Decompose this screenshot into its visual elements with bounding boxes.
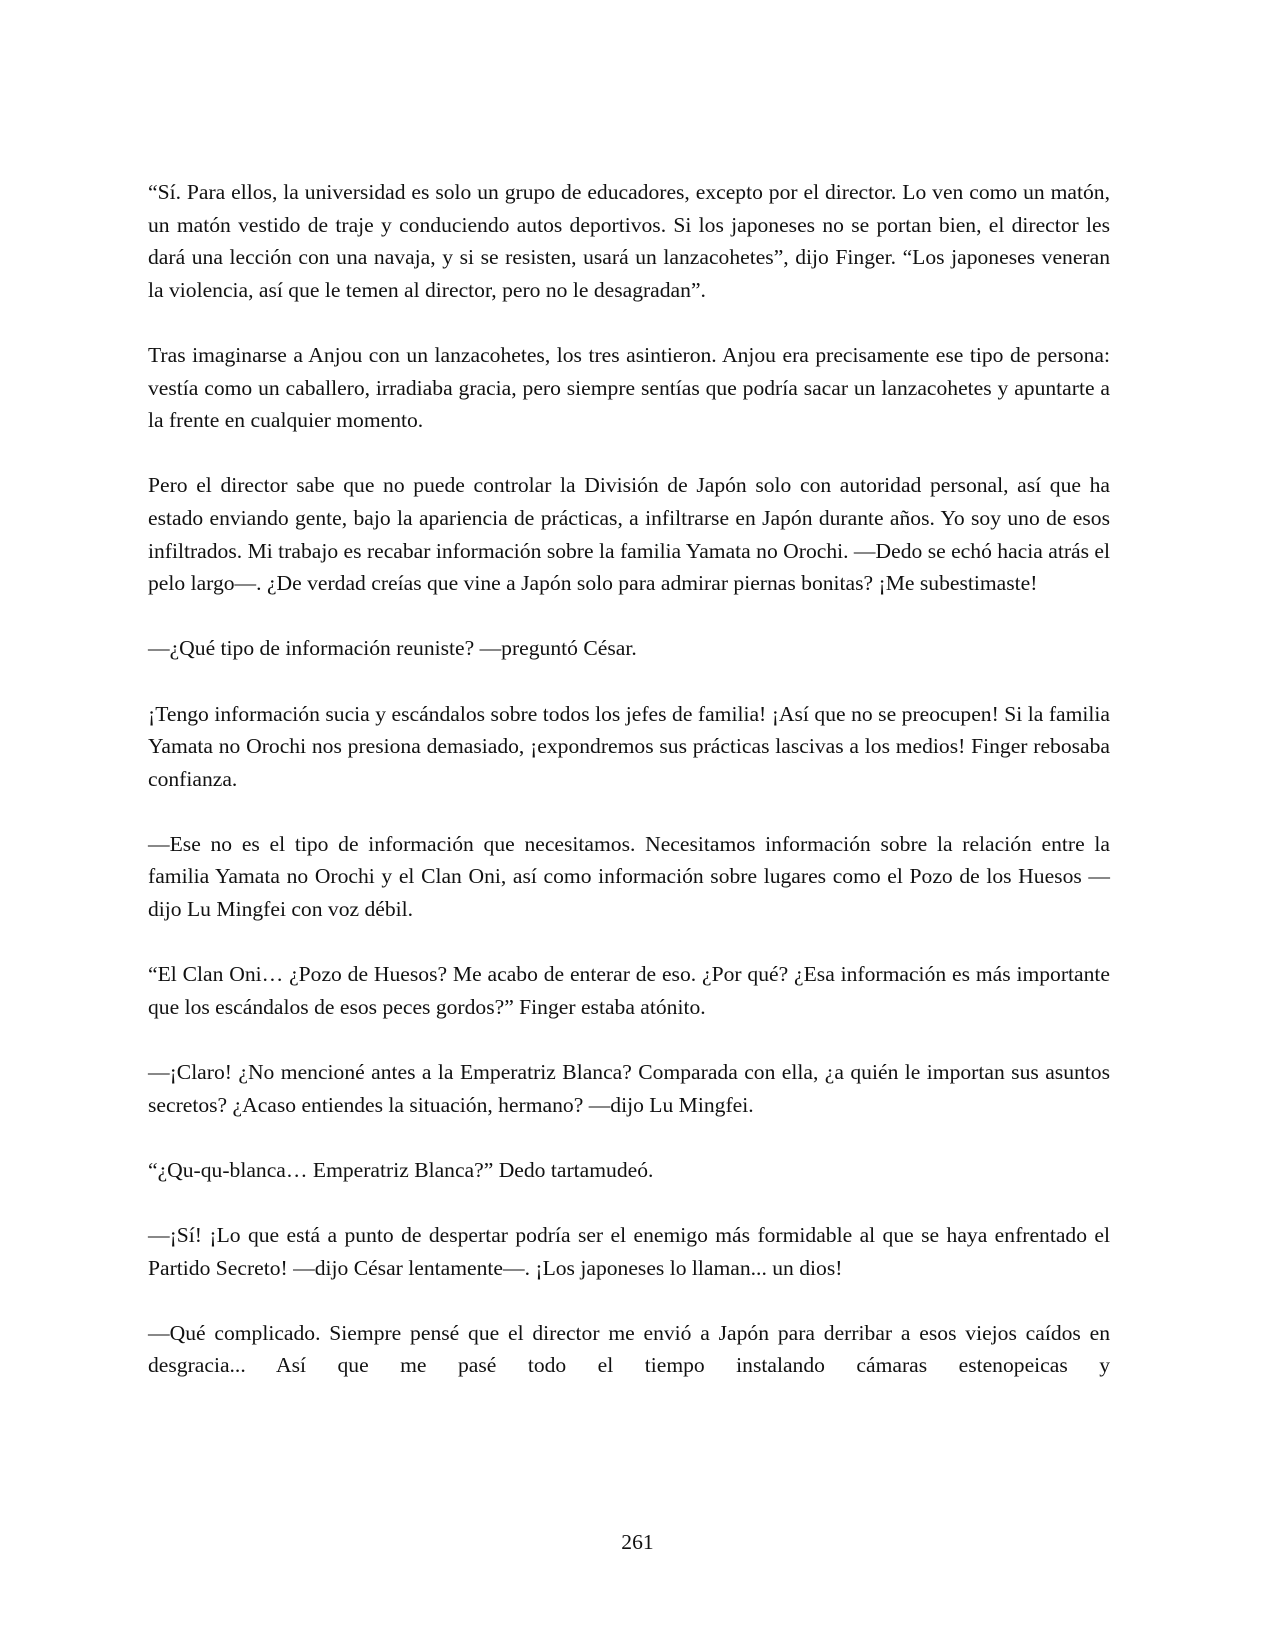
paragraph: —¿Qué tipo de información reuniste? —preguntó César. bbox=[148, 636, 637, 661]
paragraph: —Qué complicado. Siempre pensé que el director me envió a Japón para derribar a esos viejos caídos en desgracia... Así que me pasé todo el tiempo instalando cámaras estenopeicas y bbox=[148, 1320, 1110, 1378]
paragraph: —Ese no es el tipo de información que necesitamos. Necesitamos información sobre la relación entre la familia Yamata no Orochi y el Clan Oni, así como información sobre lugares como el Pozo de los Huesos —dijo Lu Mingfei con voz débil. bbox=[148, 831, 1110, 922]
paragraph: Tras imaginarse a Anjou con un lanzacohetes, los tres asintieron. Anjou era precisamente ese tipo de persona: vestía como un caballero, irradiaba gracia, pero siempre sentías que podría sacar un lanzacohetes y apuntarte a la frente en cualquier momento. bbox=[148, 342, 1110, 433]
paragraph: ¡Tengo información sucia y escándalos sobre todos los jefes de familia! ¡Así que no se preocupen! Si la familia Yamata no Orochi nos presiona demasiado, ¡expondremos sus prácticas lascivas a los medios! Finger rebosaba confianza. bbox=[148, 701, 1110, 791]
paragraph: “Sí. Para ellos, la universidad es solo un grupo de educadores, excepto por el director. Lo ven como un matón, un matón vestido de traje y conduciendo autos deportivos. Si los japoneses no se portan bien, el director les dará una lección con una navaja, y si se resisten, usará un lanzacohetes”, dijo Finger. “Los japoneses veneran la violencia, así que le temen al director, pero no le desagradan”. bbox=[148, 180, 1110, 302]
paragraph: —¡Sí! ¡Lo que está a punto de despertar podría ser el enemigo más formidable al que se haya enfrentado el Partido Secreto! —dijo César lentamente—. ¡Los japoneses lo llaman... un dios! bbox=[148, 1223, 1110, 1280]
paragraph: “¿Qu-qu-blanca… Emperatriz Blanca?” Dedo tartamudeó. bbox=[148, 1157, 654, 1182]
paragraph: —¡Claro! ¿No mencioné antes a la Emperatriz Blanca? Comparada con ella, ¿a quién le importan sus asuntos secretos? ¿Acaso entiendes la situación, hermano? —dijo Lu Mingfei. bbox=[148, 1060, 1110, 1117]
paragraph: “El Clan Oni… ¿Pozo de Huesos? Me acabo de enterar de eso. ¿Por qué? ¿Esa información es más importante que los escándalos de esos peces gordos?” Finger estaba atónito. bbox=[148, 962, 1110, 1019]
paragraph: Pero el director sabe que no puede controlar la División de Japón solo con autoridad personal, así que ha estado enviando gente, bajo la apariencia de prácticas, a infiltrarse en Japón durante años. Yo soy uno de esos infiltrados. Mi trabajo es recabar información sobre la familia Yamata no Orochi. —Dedo se echó hacia atrás el pelo largo—. ¿De verdad creías que vine a Japón solo para admirar piernas bonitas? ¡Me subestimaste! bbox=[148, 473, 1110, 596]
page-body bbox=[148, 176, 1110, 1415]
page-number: 261 bbox=[621, 1530, 654, 1554]
